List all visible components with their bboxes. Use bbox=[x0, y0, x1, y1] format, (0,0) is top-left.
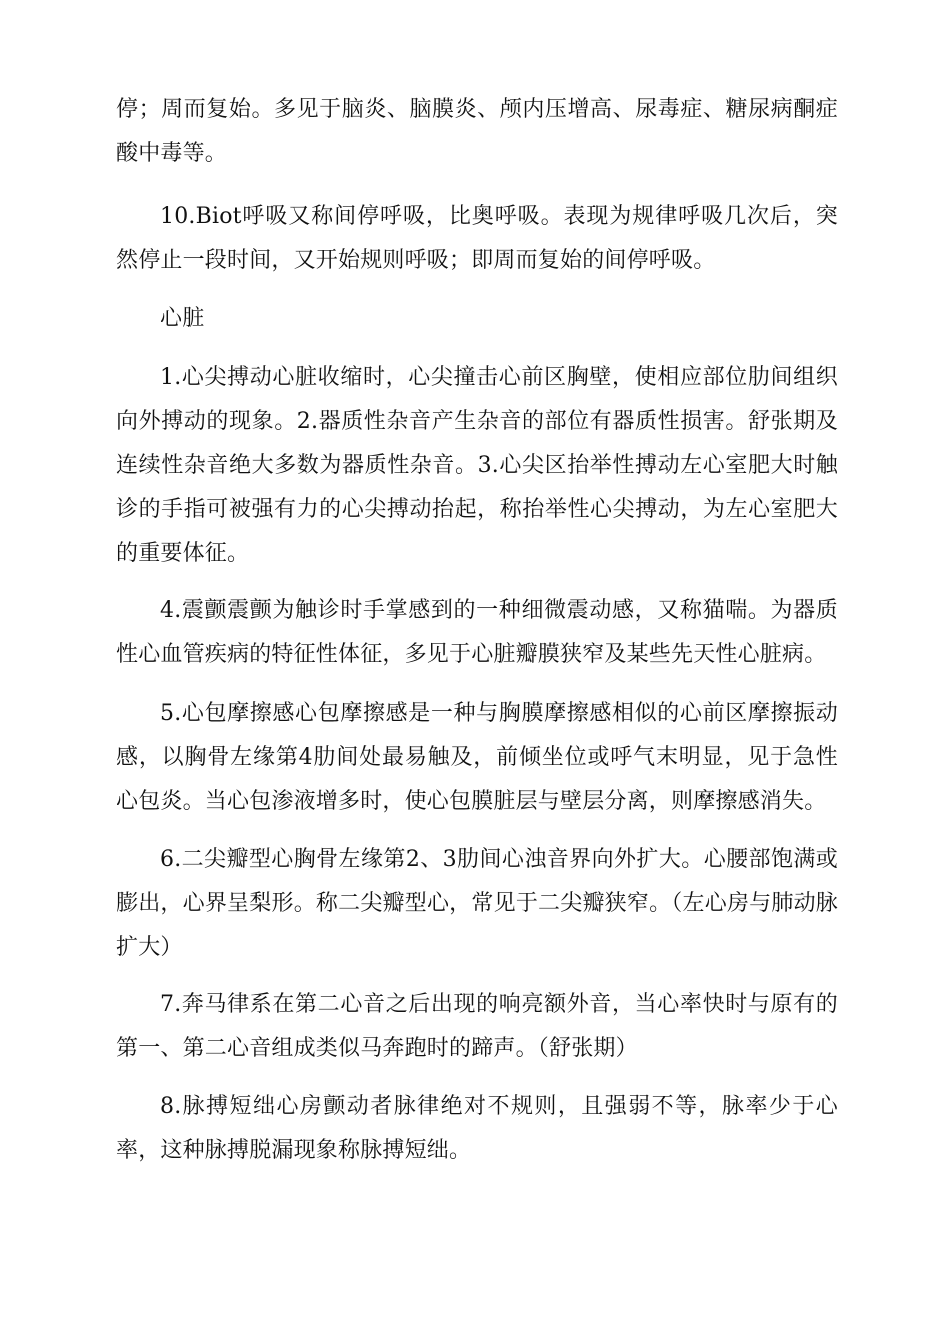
section-heading-heart: 心脏 bbox=[160, 306, 205, 331]
paragraph-pulse-deficit: 8.脉搏短绌心房颤动者脉律绝对不规则，且强弱不等，脉率少于心率，这种脉搏脱漏现象称脉搏短绌。 bbox=[116, 1094, 838, 1163]
paragraph-mitral-heart: 6.二尖瓣型心胸骨左缘第2、3肋间心浊音界向外扩大。心腰部饱满或膨出，心界呈梨形。称二尖瓣型心，常见于二尖瓣狭窄。（左心房与肺动脉扩大） bbox=[116, 847, 838, 960]
paragraph-apex-beat: 1.心尖搏动心脏收缩时，心尖撞击心前区胸壁，使相应部位肋间组织向外搏动的现象。2.器质性杂音产生杂音的部位有器质性损害。舒张期及连续性杂音绝大多数为器质性杂音。3.心尖区抬举性搏动左心室肥大时触诊的手指可被强有力的心尖搏动抬起，称抬举性心尖搏动，为左心室肥大的重要体征。 bbox=[116, 365, 838, 566]
paragraph-pericardial-friction: 5.心包摩擦感心包摩擦感是一种与胸膜摩擦感相似的心前区摩擦振动感，以胸骨左缘第4肋间处最易触及，前倾坐位或呼气末明显，见于急性心包炎。当心包渗液增多时，使心包膜脏层与壁层分离，则摩擦感消失。 bbox=[116, 701, 838, 814]
paragraph-continuation: 停；周而复始。多见于脑炎、脑膜炎、颅内压增高、尿毒症、糖尿病酮症酸中毒等。 bbox=[116, 97, 838, 166]
paragraph-gallop-rhythm: 7.奔马律系在第二心音之后出现的响亮额外音，当心率快时与原有的第一、第二心音组成类似马奔跑时的蹄声。（舒张期） bbox=[116, 992, 838, 1061]
paragraph-biot-breathing: 10.Biot呼吸又称间停呼吸，比奥呼吸。表现为规律呼吸几次后，突然停止一段时间，又开始规则呼吸；即周而复始的间停呼吸。 bbox=[116, 204, 838, 273]
paragraph-thrill: 4.震颤震颤为触诊时手掌感到的一种细微震动感，又称猫喘。为器质性心血管疾病的特征性体征，多见于心脏瓣膜狭窄及某些先天性心脏病。 bbox=[116, 598, 838, 667]
